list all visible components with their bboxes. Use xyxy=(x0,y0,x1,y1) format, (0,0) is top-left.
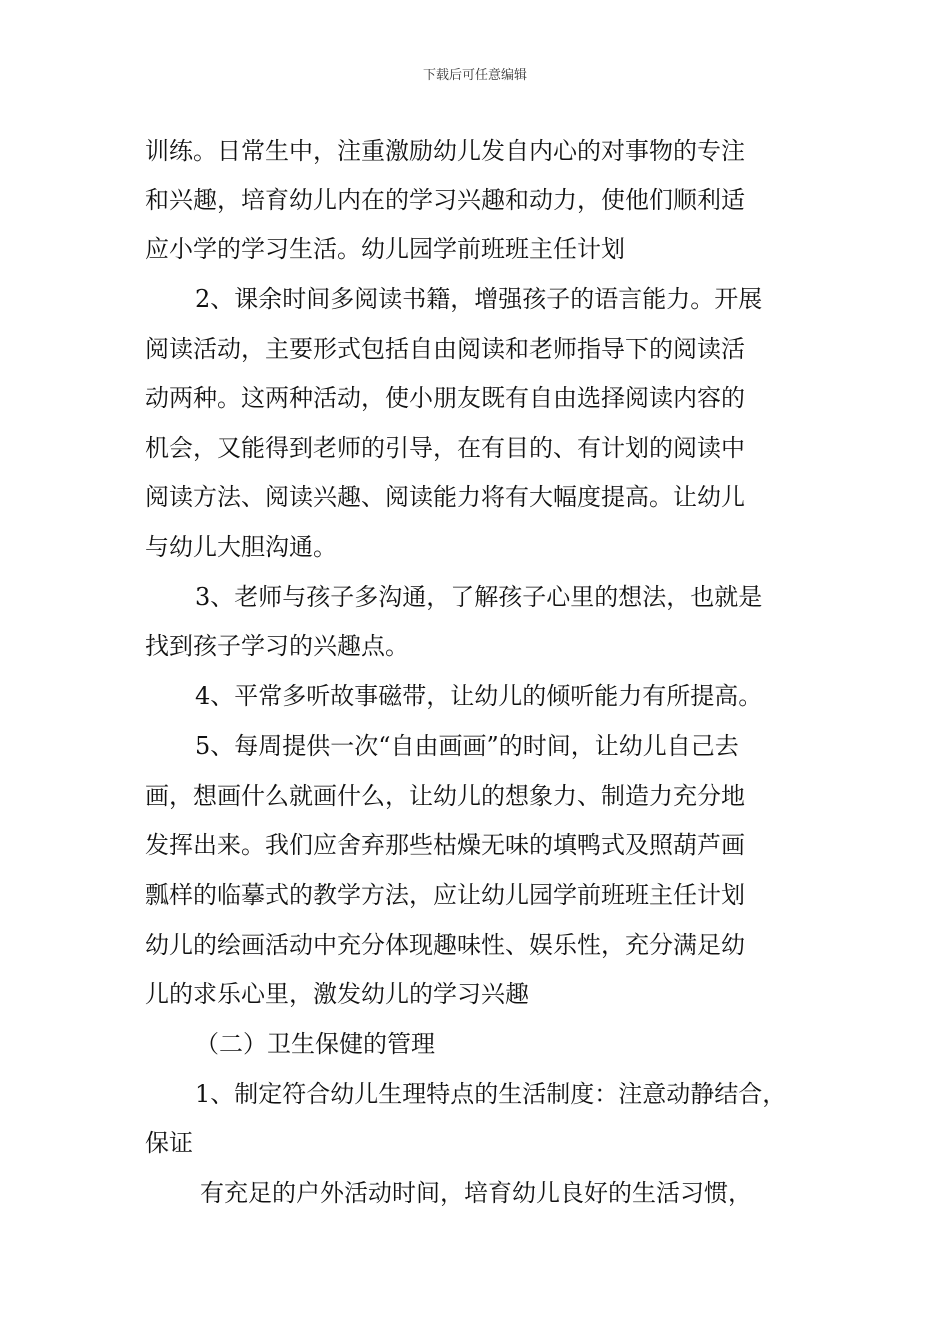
body-line: 5、每周提供一次“自由画画”的时间，让幼儿自己去 xyxy=(195,732,739,760)
body-line: 有充足的户外活动时间，培育幼儿良好的生活习惯， xyxy=(200,1179,752,1207)
body-line: 训练。日常生中，注重激励幼儿发自内心的对事物的专注 xyxy=(145,137,745,165)
body-line: 机会，又能得到老师的引导，在有目的、有计划的阅读中 xyxy=(145,434,745,462)
body-line: 4、平常多听故事磁带，让幼儿的倾听能力有所提高。 xyxy=(195,682,763,710)
body-line: 保证 xyxy=(145,1129,193,1157)
section-heading: （二）卫生保健的管理 xyxy=(195,1030,435,1058)
body-line: 1、制定符合幼儿生理特点的生活制度：注意动静结合， xyxy=(195,1080,787,1108)
body-line: 找到孩子学习的兴趣点。 xyxy=(145,632,409,660)
body-line: 画，想画什么就画什么，让幼儿的想象力、制造力充分地 xyxy=(145,782,745,810)
body-line: 应小学的学习生活。幼儿园学前班班主任计划 xyxy=(145,235,625,263)
body-line: 2、课余时间多阅读书籍，增强孩子的语言能力。开展 xyxy=(195,285,763,313)
page-header-watermark: 下载后可任意编辑 xyxy=(422,68,527,83)
body-line: 3、老师与孩子多沟通，了解孩子心里的想法，也就是 xyxy=(195,583,763,611)
body-line: 儿的求乐心里，激发幼儿的学习兴趣 xyxy=(145,980,529,1008)
body-line: 发挥出来。我们应舍弃那些枯燥无味的填鸭式及照葫芦画 xyxy=(145,831,745,859)
body-line: 幼儿的绘画活动中充分体现趣味性、娱乐性，充分满足幼 xyxy=(145,931,745,959)
body-line: 动两种。这两种活动，使小朋友既有自由选择阅读内容的 xyxy=(145,384,745,412)
body-line: 阅读方法、阅读兴趣、阅读能力将有大幅度提高。让幼儿 xyxy=(145,483,745,511)
body-line: 阅读活动，主要形式包括自由阅读和老师指导下的阅读活 xyxy=(145,335,745,363)
body-line: 与幼儿大胆沟通。 xyxy=(145,533,337,561)
body-line: 瓢样的临摹式的教学方法，应让幼儿园学前班班主任计划 xyxy=(145,881,745,909)
body-line: 和兴趣，培育幼儿内在的学习兴趣和动力，使他们顺利适 xyxy=(145,186,745,214)
